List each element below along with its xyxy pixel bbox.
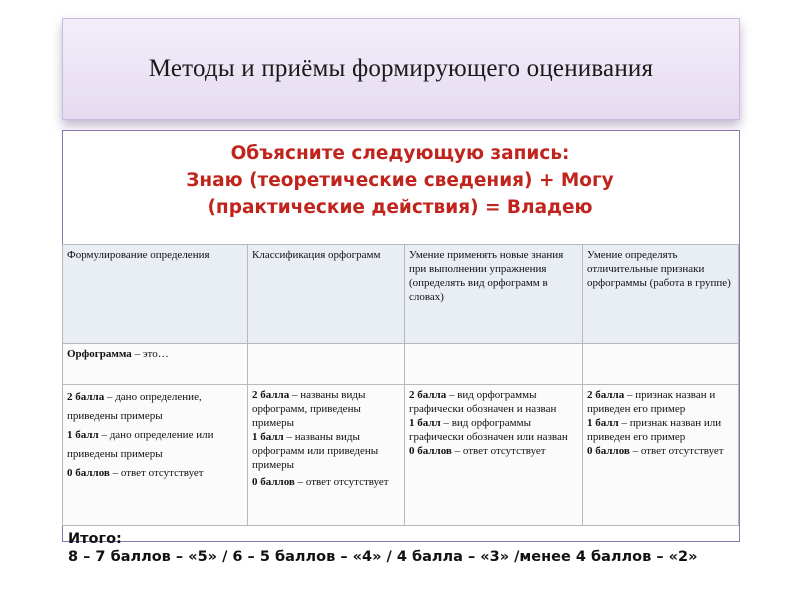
table-row (63, 385, 739, 526)
table-header-row (63, 245, 739, 344)
criterion-text: – названы виды орфограмм, приведены примеры (252, 389, 366, 429)
criterion-text: – дано определение, приведены примеры (67, 391, 202, 422)
header-cell-definition: Формулирование определения (63, 245, 248, 344)
heading-line-3: (практические действия) = Владею (207, 197, 593, 218)
score-label: 2 балла (252, 389, 290, 401)
header-cell-features: Умение определять отличительные признаки орфограммы (работа в группе) (583, 245, 739, 344)
criterion-text: – ответ отсутствует (294, 476, 389, 488)
criterion-line (409, 416, 578, 444)
criterion-line (409, 388, 578, 416)
criterion-text: – дано определение или приведены примеры (67, 429, 214, 460)
score-label: 1 балл (67, 429, 99, 441)
grading-summary (68, 530, 768, 566)
criterion-text: – ответ отсутствует (451, 445, 546, 457)
criterion-line (587, 388, 734, 416)
score-label: 1 балл (252, 431, 284, 443)
heading-line-1: Объясните следующую запись: (230, 143, 570, 164)
title-banner (62, 18, 740, 120)
header-cell-application: Умение применять новые знания при выполнении упражнения (определять вид орфограмм в словах) (405, 245, 583, 344)
table-cell (405, 344, 583, 385)
grading-scale: 8 – 7 баллов – «5» / 6 – 5 баллов – «4» / 4 балла – «3» /менее 4 баллов – «2» (68, 549, 698, 565)
criterion-text: – признак назван или приведен его пример (587, 417, 722, 443)
table-cell (583, 344, 739, 385)
criterion-line (252, 430, 400, 472)
heading-line-2: Знаю (теоретические сведения) + Могу (186, 170, 614, 191)
criterion-line (67, 426, 243, 464)
table-row (63, 344, 739, 385)
criterion-text: – вид орфограммы графически обозначен и назван (409, 389, 557, 415)
table-cell (248, 344, 405, 385)
score-label: 0 баллов (587, 445, 630, 457)
slide-title: Методы и приёмы формирующего оценивания (148, 55, 654, 82)
criterion-line (587, 416, 734, 444)
criterion-text: – ответ отсутствует (109, 467, 204, 479)
criterion-text: – ответ отсутствует (629, 445, 724, 457)
criteria-cell-features (583, 385, 739, 526)
score-label: 2 балла (67, 391, 105, 403)
criteria-table (62, 244, 739, 526)
criteria-cell-definition (63, 385, 248, 526)
criteria-cell-classification (248, 385, 405, 526)
criterion-text: – признак назван и приведен его пример (587, 389, 716, 415)
task-heading (62, 140, 738, 221)
criterion-line (67, 464, 243, 483)
header-cell-classification: Классификация орфограмм (248, 245, 405, 344)
score-label: 0 баллов (252, 476, 295, 488)
criterion-line (252, 388, 400, 430)
table-cell (63, 344, 248, 385)
criterion-text: – названы виды орфограмм или приведены примеры (252, 431, 379, 471)
score-label: 0 баллов (67, 467, 110, 479)
criterion-line (67, 388, 243, 426)
score-label: 2 балла (587, 389, 625, 401)
criterion-line (409, 444, 578, 458)
criteria-cell-application (405, 385, 583, 526)
score-label: 1 балл (409, 417, 441, 429)
score-label: 0 баллов (409, 445, 452, 457)
score-label: 2 балла (409, 389, 447, 401)
score-label: 1 балл (587, 417, 619, 429)
term-rest: – это… (131, 348, 169, 360)
summary-label: Итого: (68, 531, 122, 547)
criterion-line (252, 472, 400, 492)
criterion-line (587, 444, 734, 458)
term-label: Орфограмма (67, 348, 132, 360)
criterion-text: – вид орфограммы графически обозначен или назван (409, 417, 568, 443)
